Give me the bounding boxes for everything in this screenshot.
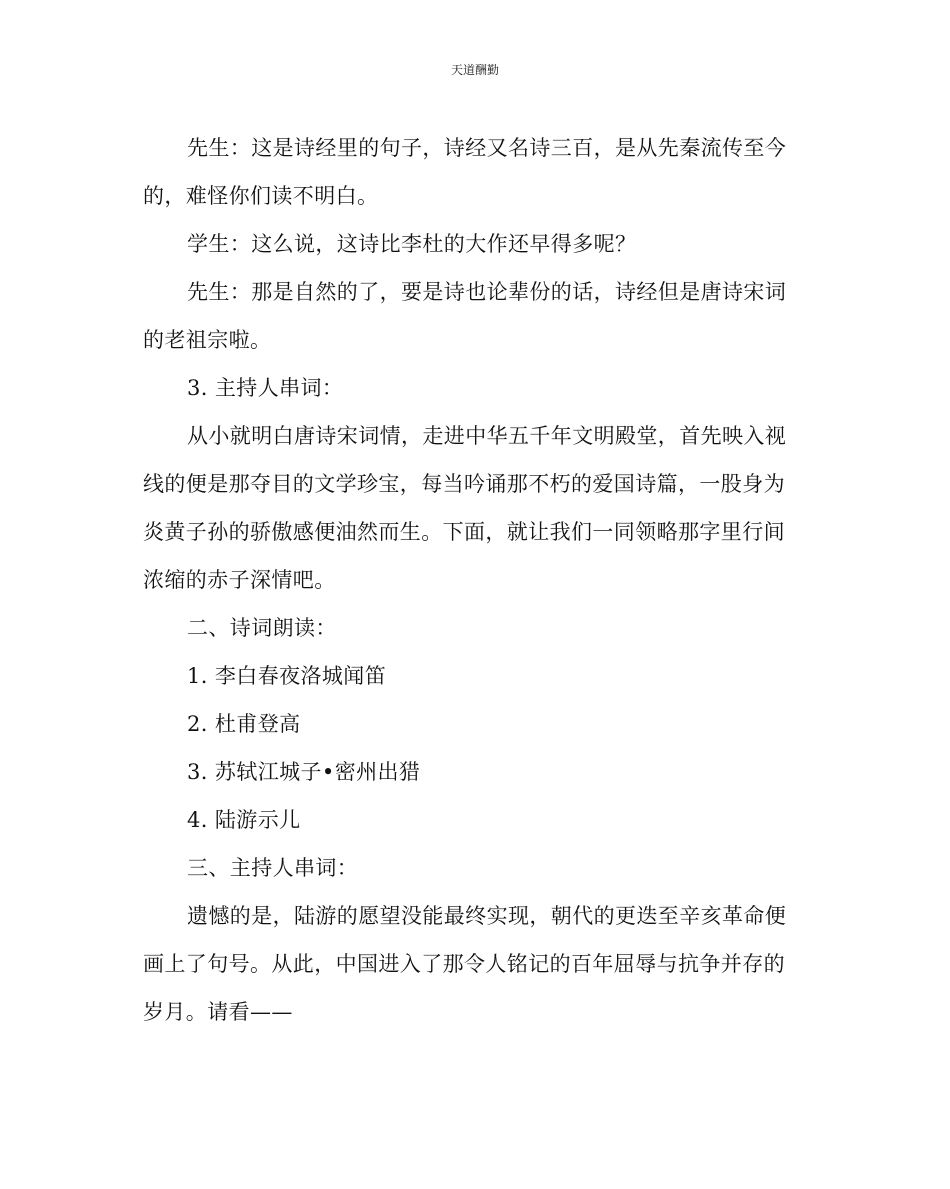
paragraph-line: 遗憾的是，陆游的愿望没能最终实现，朝代的更迭至辛亥革命便 [187,904,787,928]
document-body [143,124,807,1036]
paragraph-line: 线的便是那夺目的文学珍宝，每当吟诵那不朽的爱国诗篇，一股身为 [143,472,785,496]
paragraph-line: 的，难怪你们读不明白。 [143,184,379,208]
paragraph-line: 浓缩的赤子深情吧。 [143,568,336,592]
list-item: 2. 杜甫登高 [187,712,301,736]
section-heading: 二、诗词朗读： [187,616,337,640]
section-heading: 3. 主持人串词： [187,376,344,400]
paragraph-line: 先生：那是自然的了，要是诗也论辈份的话，诗经但是唐诗宋词 [187,280,787,304]
list-item: 3. 苏轼江城子•密州出猎 [187,760,421,784]
page-header: 天道酬勤 [450,63,499,77]
paragraph-line: 岁月。请看—— [143,1000,293,1024]
list-item: 1. 李白春夜洛城闻笛 [187,664,387,688]
paragraph-line: 从小就明白唐诗宋词情，走进中华五千年文明殿堂，首先映入视 [187,424,787,448]
paragraph-line: 炎黄子孙的骄傲感便油然而生。下面，就让我们一同领略那字里行间 [143,520,785,544]
list-item: 4. 陆游示儿 [187,808,301,832]
section-heading: 三、主持人串词： [187,856,359,880]
paragraph-line: 先生：这是诗经里的句子，诗经又名诗三百，是从先秦流传至今 [187,136,787,160]
paragraph-line: 的老祖宗啦。 [143,328,272,352]
paragraph-line: 学生：这么说，这诗比李杜的大作还早得多呢？ [187,232,637,256]
paragraph-line: 画上了句号。从此，中国进入了那令人铭记的百年屈辱与抗争并存的 [143,952,785,976]
